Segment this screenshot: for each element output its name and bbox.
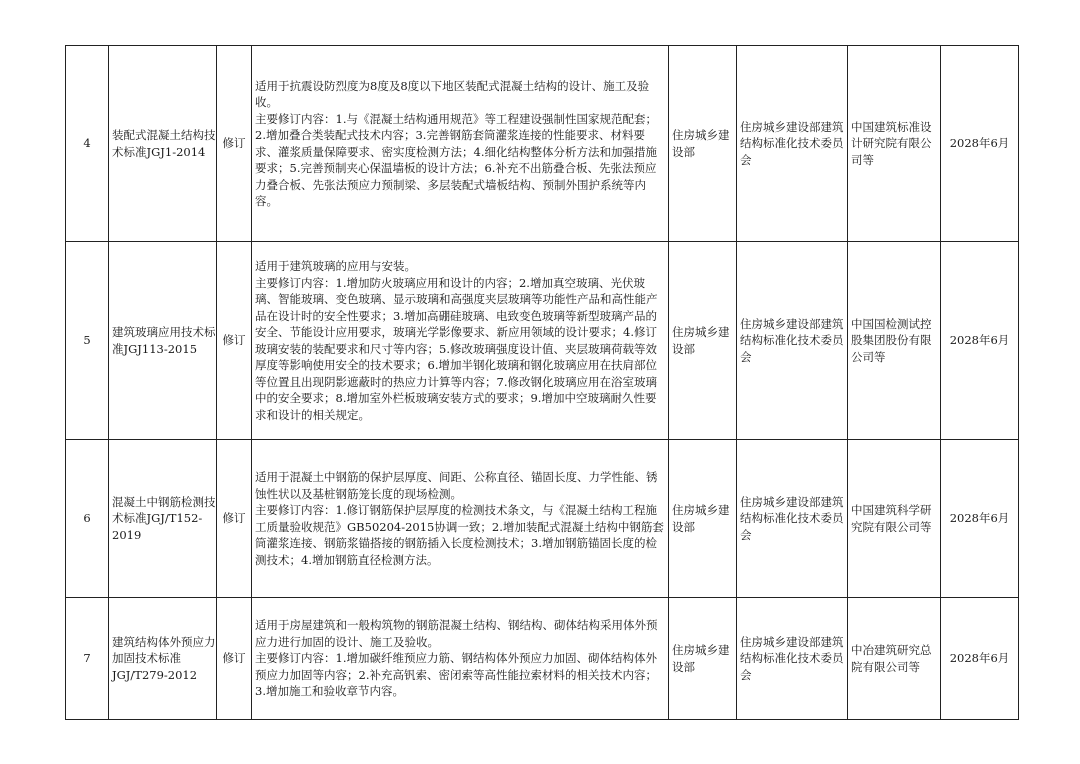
lead-unit: 中国建筑科学研究院有限公司等	[848, 440, 941, 598]
content-text: 主要修订内容：1.修订钢筋保护层厚度的检测技术条文，与《混凝土结构工程施工质量验收规范》GB50204-2015协调一致；2.增加装配式混凝土结构中钢筋套筒灌浆连接、钢筋浆锚搭接的钢筋插入长度检测技术；3.增加钢筋锚固长度的检测技术；4.增加钢筋直径检测方法。	[255, 503, 664, 567]
scope-text: 适用于抗震设防烈度为8度及8度以下地区装配式混凝土结构的设计、施工及验收。	[255, 78, 650, 109]
standard-name: 混凝土中钢筋检测技术标准JGJ/T152-2019	[109, 440, 217, 598]
content-text: 主要修订内容：1.增加碳纤维预应力筋、钢结构体外预应力加固、砌体结构体外预应力加固等内容；2.补充高钒索、密闭索等高性能拉索材料的相关技术内容；3.增加施工和验收章节内容。	[255, 651, 657, 699]
standards-table	[65, 45, 1019, 720]
completion-date: 2028年6月	[941, 598, 1019, 720]
lead-unit: 中国建筑标准设计研究院有限公司等	[848, 46, 941, 242]
revision-content	[252, 598, 669, 720]
scope-text: 适用于混凝土中钢筋的保护层厚度、间距、公称直径、锚固长度、力学性能、锈蚀性状以及基桩钢筋笼长度的现场检测。	[255, 470, 658, 501]
table-row	[66, 46, 1019, 242]
revision-type: 修订	[217, 598, 252, 720]
content-text: 主要修订内容：1.增加防火玻璃应用和设计的内容；2.增加真空玻璃、光伏玻璃、智能玻璃、变色玻璃、显示玻璃和高强度夹层玻璃等功能性产品和高性能产品在设计时的安全性要求；3.增加高硼硅玻璃、电致变色玻璃等新型玻璃产品的安全、节能设计应用要求，玻璃光学影像要求、新应用领域的设计要求；4.修订玻璃安装的装配要求和尺寸等内容；5.修改玻璃强度设计值、夹层玻璃荷载等效厚度等影响使用安全的技术要求；6.增加半钢化玻璃和钢化玻璃应用在扶肩部位等位置且出现阴影遮蔽时的热应力计算等内容；7.修改钢化玻璃应用在浴室玻璃中的安全要求；8.增加室外栏板玻璃安装方式的要求；9.增加中空玻璃耐久性要求和设计的相关规定。	[255, 275, 658, 422]
revision-type: 修订	[217, 46, 252, 242]
standard-name: 建筑结构体外预应力加固技术标准JGJ/T279-2012	[109, 598, 217, 720]
scope-text: 适用于建筑玻璃的应用与安装。	[255, 259, 416, 273]
row-number: 5	[66, 242, 109, 440]
row-number: 4	[66, 46, 109, 242]
table-row	[66, 440, 1019, 598]
completion-date: 2028年6月	[941, 46, 1019, 242]
revision-type: 修订	[217, 242, 252, 440]
department: 住房城乡建设部	[669, 242, 737, 440]
table-row	[66, 242, 1019, 440]
completion-date: 2028年6月	[941, 242, 1019, 440]
revision-content	[252, 440, 669, 598]
revision-type: 修订	[217, 440, 252, 598]
standard-name: 装配式混凝土结构技术标准JGJ1-2014	[109, 46, 217, 242]
department: 住房城乡建设部	[669, 598, 737, 720]
technical-committee: 住房城乡建设部建筑结构标准化技术委员会	[737, 598, 848, 720]
department: 住房城乡建设部	[669, 440, 737, 598]
technical-committee: 住房城乡建设部建筑结构标准化技术委员会	[737, 440, 848, 598]
completion-date: 2028年6月	[941, 440, 1019, 598]
revision-content	[252, 46, 669, 242]
standard-name: 建筑玻璃应用技术标准JGJ113-2015	[109, 242, 217, 440]
table-row	[66, 598, 1019, 720]
lead-unit: 中国国检测试控股集团股份有限公司等	[848, 242, 941, 440]
department: 住房城乡建设部	[669, 46, 737, 242]
technical-committee: 住房城乡建设部建筑结构标准化技术委员会	[737, 242, 848, 440]
revision-content	[252, 242, 669, 440]
content-text: 主要修订内容：1.与《混凝土结构通用规范》等工程建设强制性国家规范配套；2.增加叠合类装配式技术内容；3.完善钢筋套筒灌浆连接的性能要求、材料要求、灌浆质量保障要求、密实度检测方法；4.细化结构整体分析方法和加强措施要求；5.完善预制夹心保温墙板的设计方法；6.补充不出筋叠合板、先张法预应力叠合板、先张法预应力预制梁、多层装配式墙板结构、预制外围护系统等内容。	[255, 111, 657, 208]
row-number: 6	[66, 440, 109, 598]
technical-committee: 住房城乡建设部建筑结构标准化技术委员会	[737, 46, 848, 242]
scope-text: 适用于房屋建筑和一般构筑物的钢筋混凝土结构、钢结构、砌体结构采用体外预应力进行加固的设计、施工及验收。	[255, 618, 658, 649]
lead-unit: 中冶建筑研究总院有限公司等	[848, 598, 941, 720]
row-number: 7	[66, 598, 109, 720]
